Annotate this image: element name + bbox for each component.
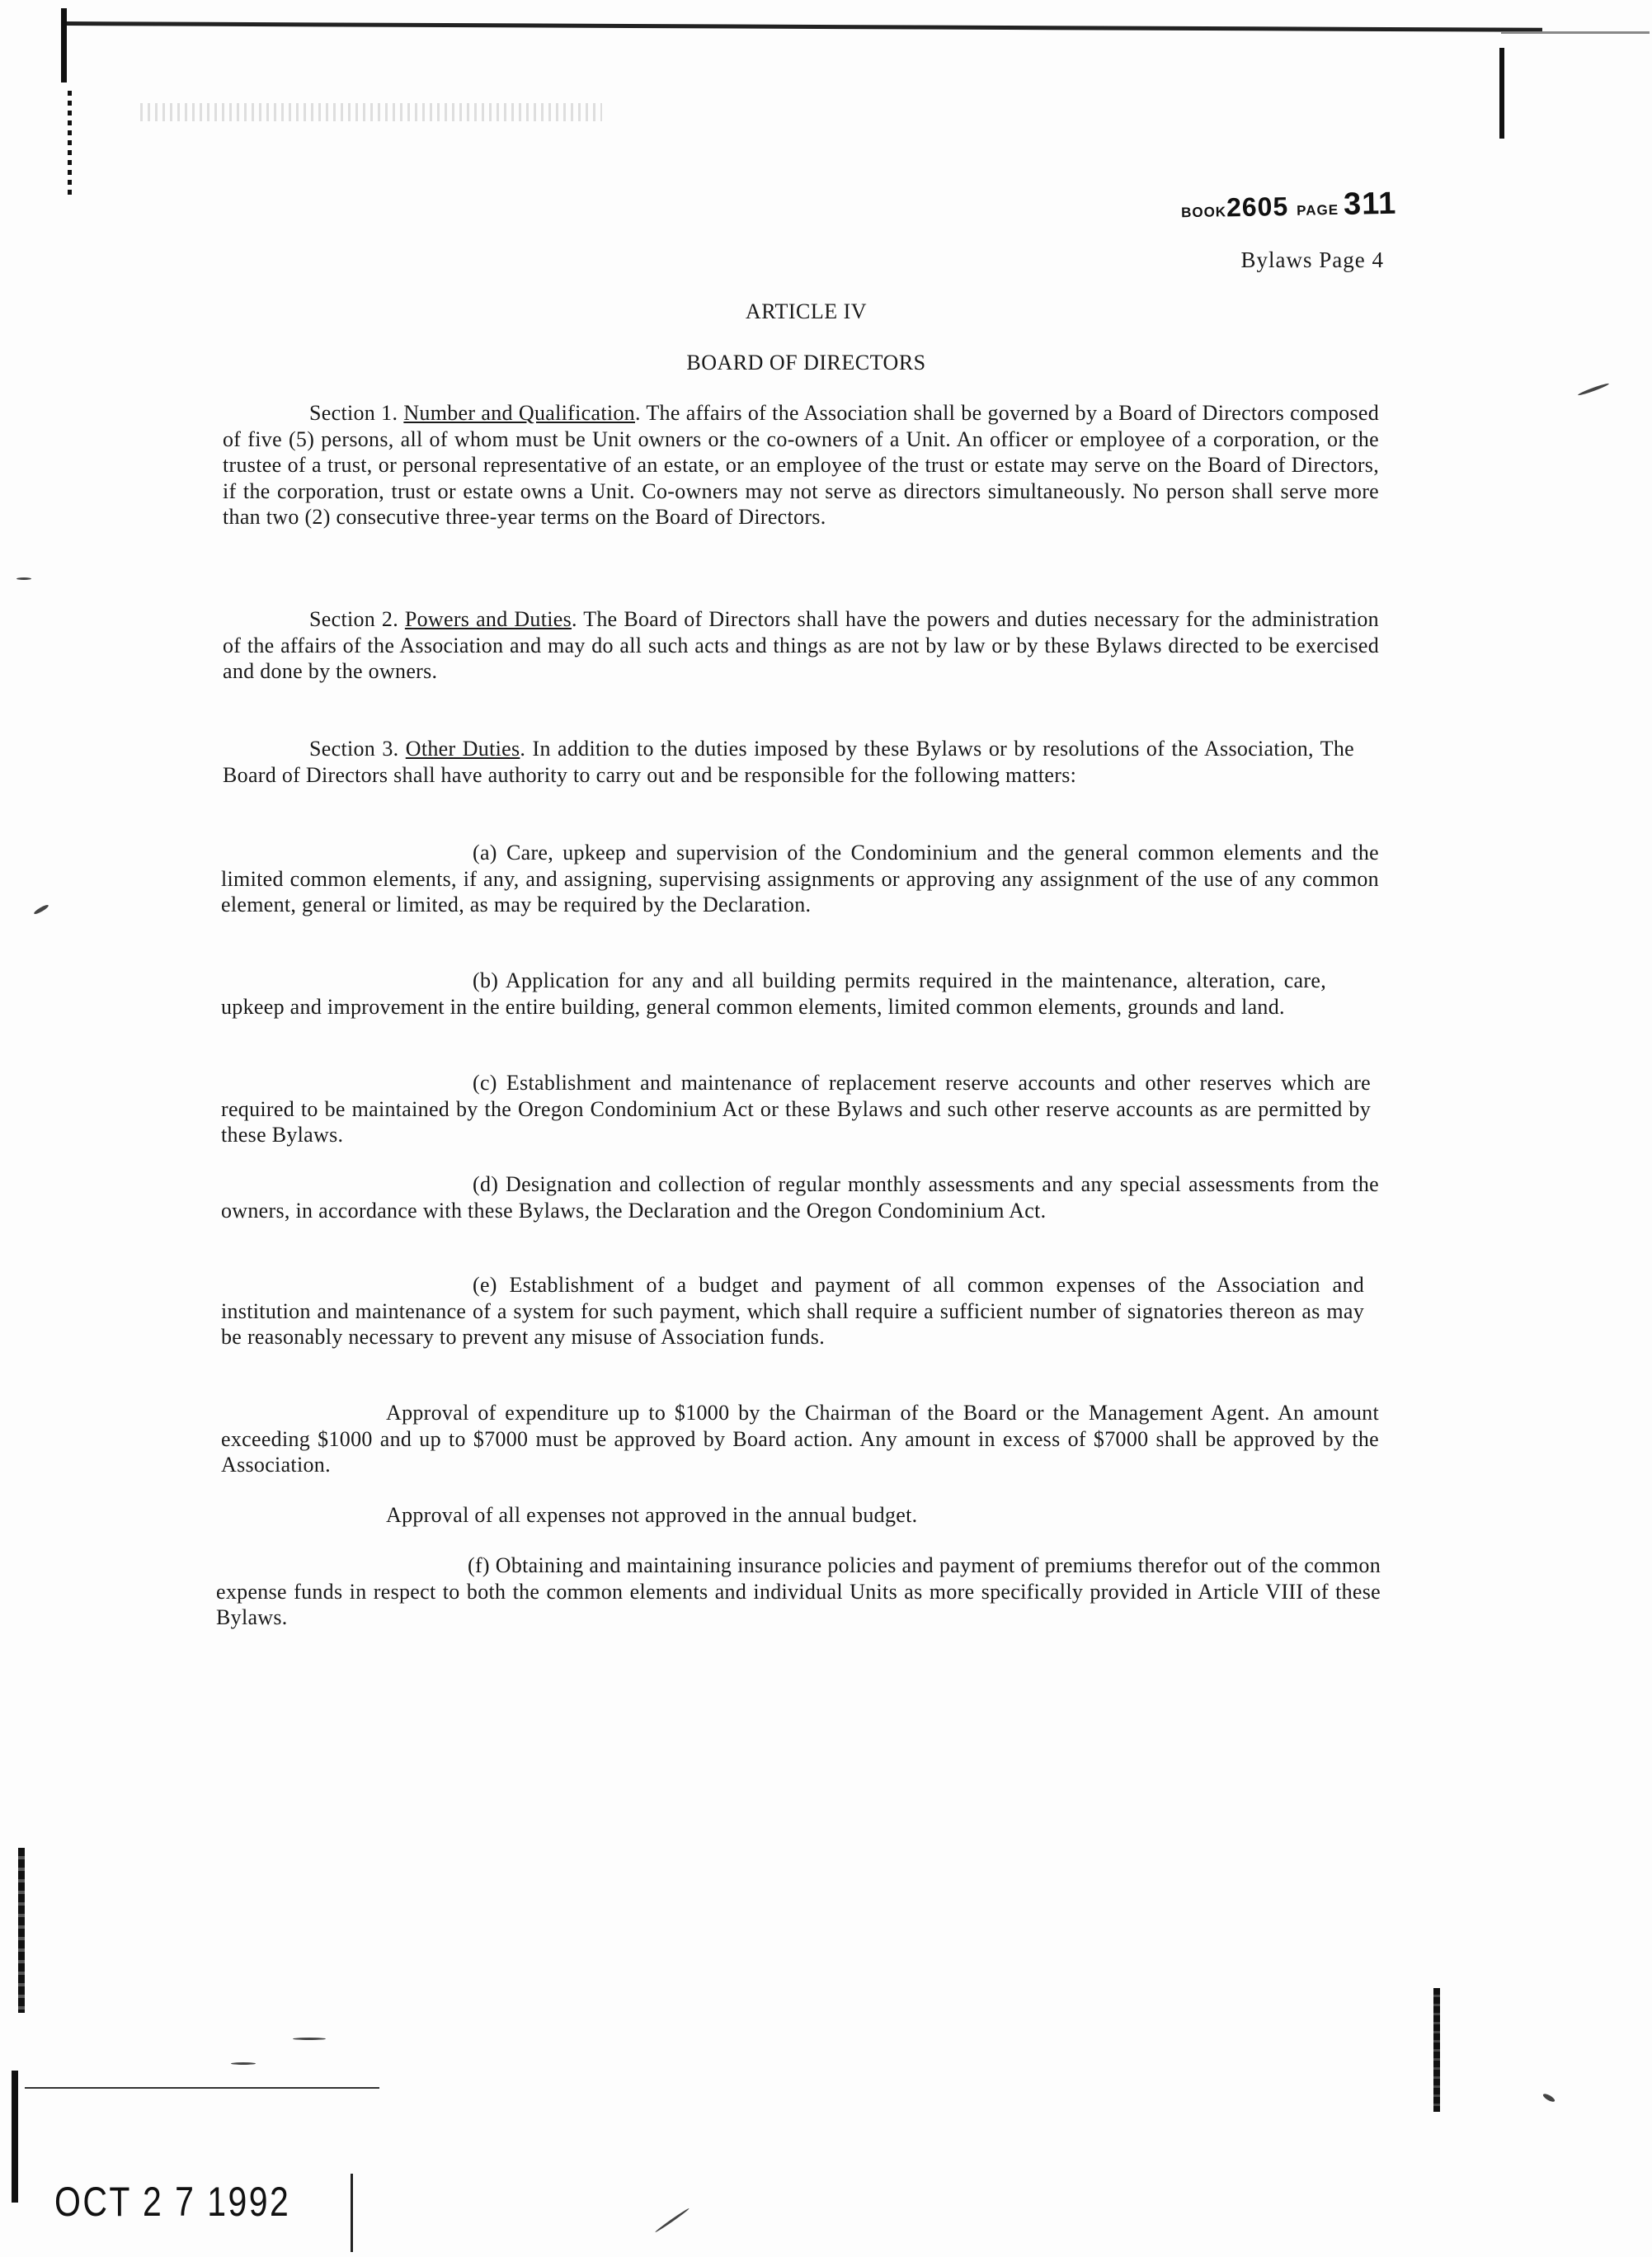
section-body: . The Board of Directors shall have the powers and duties necessary for the administration of the affairs of the Association and may do all such acts and things as are not by law or by these Bylaws directed to be exercised and done by the owners. xyxy=(223,607,1379,683)
section-3-paragraph xyxy=(223,736,1354,788)
book-number: 2605 xyxy=(1226,191,1289,223)
date-stamp: OCT 2 7 1992 xyxy=(54,2179,291,2225)
page-number: 311 xyxy=(1343,186,1397,222)
scan-speck xyxy=(1542,2092,1556,2103)
section-heading-underlined: Other Duties xyxy=(405,737,520,761)
approval-expenses-paragraph: Approval of all expenses not approved in the annual budget. xyxy=(386,1503,918,1527)
list-item-f: (f) Obtaining and maintaining insurance policies and payment of premiums therefor out of the common expense funds in respect to both the common elements and individual Units as more specifically provided in Article VIII of these Bylaws. xyxy=(216,1553,1381,1629)
section-number: Section 2. xyxy=(309,607,399,631)
scan-speck xyxy=(293,2038,326,2040)
recording-stamp xyxy=(1180,186,1396,226)
scan-edge-line xyxy=(351,2174,353,2252)
section-body: . The affairs of the Association shall be governed by a Board of Directors composed of five (5) persons, all of whom must be Unit owners or the co-owners of a Unit. An officer or employee of a corporation, or the trustee of a trust, or personal representative of an estate, or an employee of the trust or estate may serve on the Board of Directors, if the corporation, trust or estate owns a Unit. Co-owners may not serve as directors simultaneously. No person shall serve more than two (2) consecutive three-year terms on the Board of Directors. xyxy=(223,401,1379,529)
scan-binding-mark xyxy=(18,1848,25,2013)
scan-binding-mark xyxy=(1499,48,1504,139)
scan-speck xyxy=(16,577,31,580)
section-heading-underlined: Powers and Duties xyxy=(404,607,572,631)
list-item-c: (c) Establishment and maintenance of replacement reserve accounts and other reserves which are required to be maintained by the Oregon Condominium Act or these Bylaws and such other reserve accounts as are permitted by these Bylaws. xyxy=(221,1071,1371,1147)
scan-speck xyxy=(231,2062,256,2065)
section-heading-underlined: Number and Qualification xyxy=(403,401,635,425)
section-2-paragraph xyxy=(223,606,1379,685)
page-label: Bylaws Page 4 xyxy=(1240,247,1384,272)
scan-speck xyxy=(33,903,49,915)
section-number: Section 1. xyxy=(309,401,398,425)
scan-edge-line xyxy=(25,2087,379,2089)
scan-edge-line xyxy=(66,21,1542,32)
list-item-e: (e) Establishment of a budget and payment of all common expenses of the Association and institution and maintenance of a system for such payment, which shall require a sufficient number of signatories thereon as may be reasonably necessary to prevent any misuse of Association funds. xyxy=(221,1273,1364,1349)
page-stamp-label: PAGE xyxy=(1296,201,1339,219)
scan-smudge xyxy=(140,103,602,121)
scan-binding-mark xyxy=(68,91,72,198)
list-item-d: (d) Designation and collection of regular monthly assessments and any special assessments from the owners, in accordance with these Bylaws, the Declaration and the Oregon Condominium Act. xyxy=(221,1172,1379,1223)
scan-binding-mark xyxy=(12,2071,18,2203)
scan-edge-line xyxy=(1501,31,1650,34)
book-label: BOOK xyxy=(1180,204,1226,221)
scan-speck xyxy=(1578,382,1610,396)
section-body: . In addition to the duties imposed by these Bylaws or by resolutions of the Association, The Board of Directors shall have authority to carry out and be responsible for the following matters: xyxy=(223,737,1354,787)
list-item-b: (b) Application for any and all building permits required in the maintenance, alteration, care, upkeep and improvement in the entire building, general common elements, limited common elements, grounds and land. xyxy=(221,968,1326,1019)
scan-binding-mark xyxy=(1433,1988,1440,2112)
scan-binding-mark xyxy=(61,8,67,82)
article-title: ARTICLE IV xyxy=(745,299,868,323)
section-number: Section 3. xyxy=(309,737,399,761)
section-heading: BOARD OF DIRECTORS xyxy=(686,351,926,375)
list-item-a: (a) Care, upkeep and supervision of the Condominium and the general common elements and the limited common elements, if any, and assigning, supervising assignments or approving any assignment of the use of any common element, general or limited, as may be required by the Declaration. xyxy=(221,841,1379,916)
section-1-paragraph xyxy=(223,400,1379,530)
approval-expenditure-paragraph: Approval of expenditure up to $1000 by the Chairman of the Board or the Management Agent. An amount exceeding $1000 and up to $7000 must be approved by Board action. Any amount in excess of $7000 shall be approved by the Association. xyxy=(221,1401,1379,1477)
scan-speck xyxy=(655,2208,690,2233)
